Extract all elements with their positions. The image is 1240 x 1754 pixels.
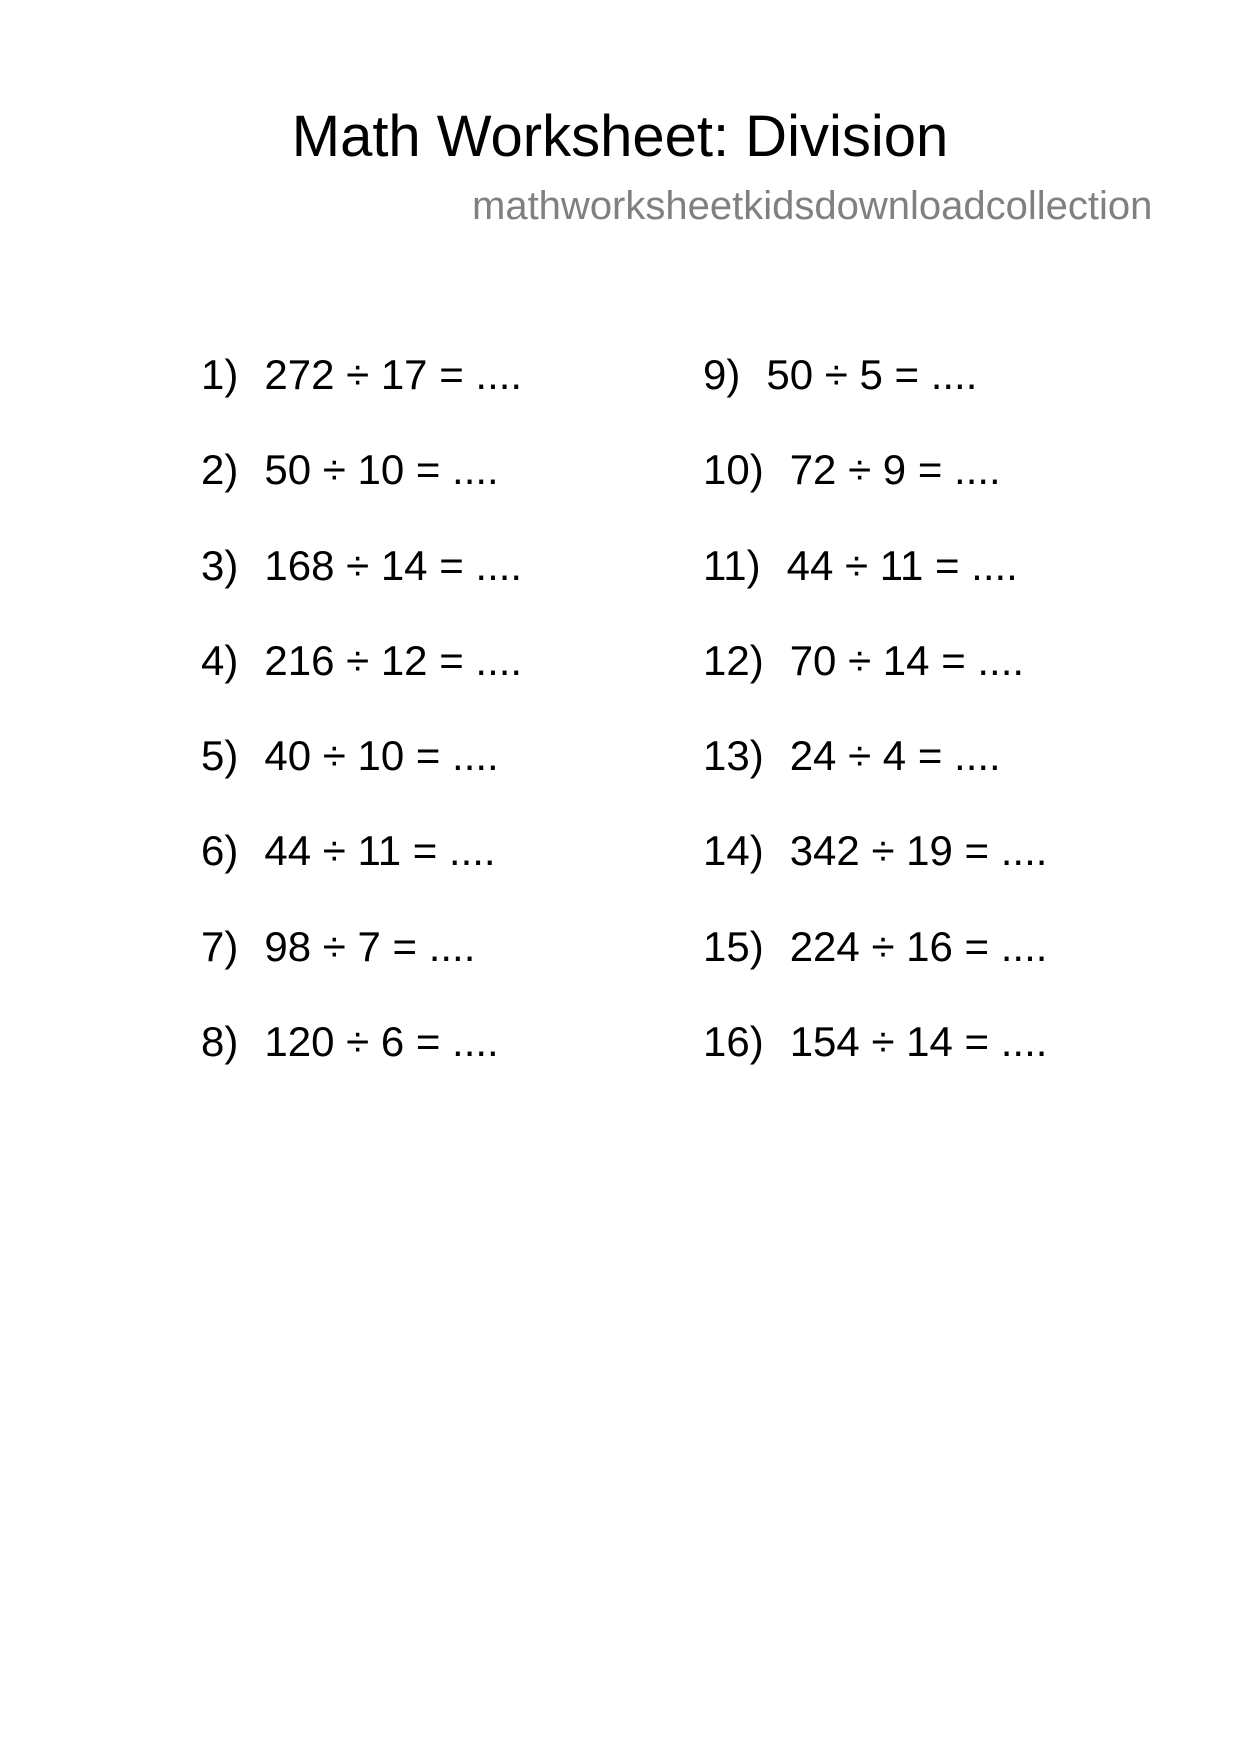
problem-expression: 40 ÷ 10 = ....	[264, 732, 499, 780]
problem-number: 5)	[201, 732, 239, 780]
problem-item	[703, 1010, 1047, 1105]
problem-item	[201, 819, 522, 914]
problem-item	[201, 724, 522, 819]
problem-expression: 24 ÷ 4 = ....	[789, 732, 1001, 780]
problem-number: 8)	[201, 1018, 239, 1066]
problem-item	[201, 438, 522, 533]
problem-column-right	[703, 343, 1047, 1105]
problem-number: 11)	[703, 541, 761, 589]
problem-expression: 72 ÷ 9 = ....	[789, 446, 1001, 494]
problem-item	[201, 534, 522, 629]
problem-number: 15)	[703, 922, 764, 970]
problem-expression: 168 ÷ 14 = ....	[264, 541, 523, 589]
problem-expression: 224 ÷ 16 = ....	[789, 922, 1048, 970]
problem-item	[201, 1010, 522, 1105]
problem-expression: 342 ÷ 19 = ....	[789, 827, 1048, 875]
problem-number: 4)	[201, 636, 239, 684]
problem-item	[201, 629, 522, 724]
problem-number: 14)	[703, 827, 764, 875]
problem-expression: 50 ÷ 10 = ....	[264, 446, 499, 494]
problem-expression: 44 ÷ 11 = ....	[786, 541, 1018, 589]
problem-column-left	[201, 343, 522, 1105]
problem-item	[703, 438, 1047, 533]
problem-number: 9)	[703, 351, 741, 398]
problem-item	[703, 819, 1047, 914]
problem-number: 12)	[703, 636, 764, 684]
problem-number: 3)	[201, 541, 239, 589]
problem-item	[201, 343, 522, 438]
problem-expression: 44 ÷ 11 = ....	[264, 827, 496, 875]
problem-item	[703, 343, 1047, 438]
problem-number: 1)	[201, 351, 239, 398]
problem-expression: 50 ÷ 5 = ....	[766, 351, 978, 398]
problem-expression: 154 ÷ 14 = ....	[789, 1018, 1048, 1066]
problem-expression: 272 ÷ 17 = ....	[264, 351, 523, 398]
problem-number: 13)	[703, 732, 764, 780]
problem-number: 10)	[703, 446, 764, 494]
problem-item	[703, 629, 1047, 724]
problem-expression: 70 ÷ 14 = ....	[789, 636, 1025, 684]
problem-item	[703, 915, 1047, 1010]
problem-expression: 120 ÷ 6 = ....	[264, 1018, 499, 1066]
problem-expression: 216 ÷ 12 = ....	[264, 636, 523, 684]
problem-item	[703, 724, 1047, 819]
worksheet-source: mathworksheetkidsdownloadcollection	[472, 184, 1153, 228]
problem-expression: 98 ÷ 7 = ....	[264, 922, 476, 970]
problem-number: 16)	[703, 1018, 764, 1066]
problem-item	[703, 534, 1047, 629]
worksheet-title: Math Worksheet: Division	[291, 104, 949, 169]
problem-number: 7)	[201, 922, 239, 970]
problem-number: 2)	[201, 446, 239, 494]
problem-item	[201, 915, 522, 1010]
problem-number: 6)	[201, 827, 239, 875]
